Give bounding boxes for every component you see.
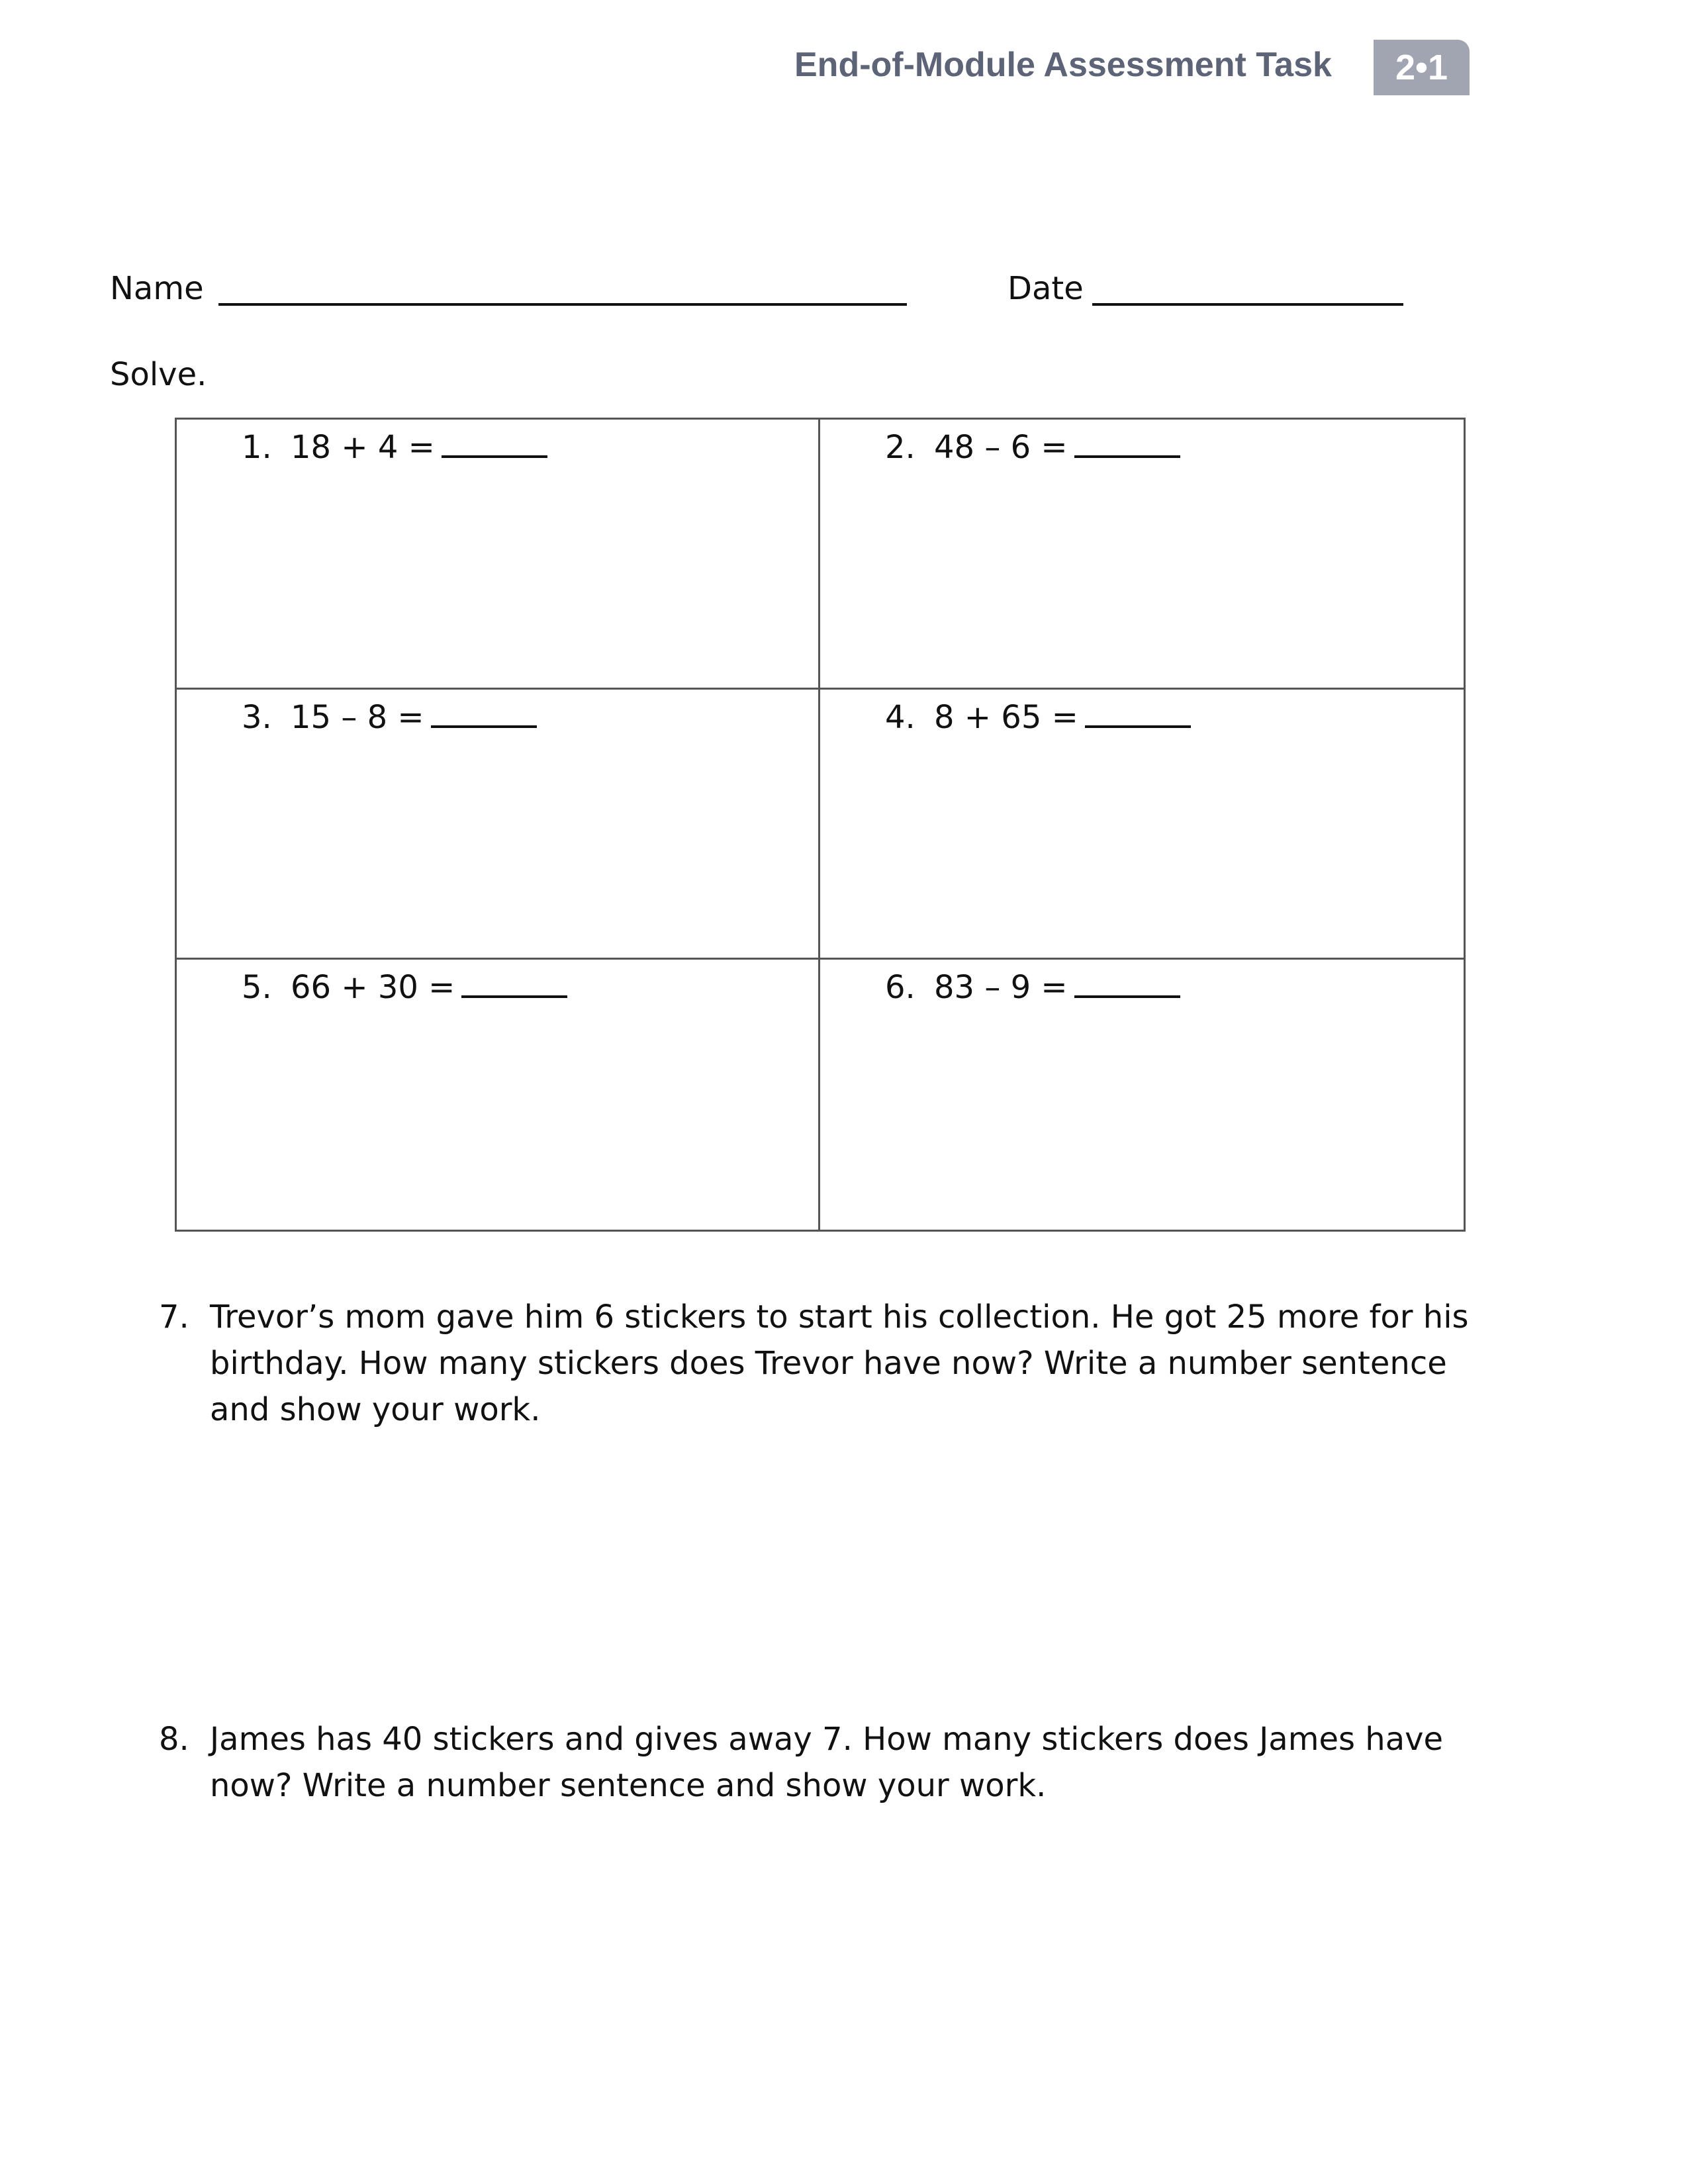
problem-1 [242, 428, 547, 466]
problem-3 [242, 698, 537, 736]
problem-number: 5. [242, 969, 272, 1006]
problem-expression: 66 + 30 = [291, 969, 455, 1006]
problem-cell-6[interactable] [820, 960, 1464, 1230]
answer-blank[interactable] [1074, 968, 1180, 998]
problem-6 [885, 968, 1180, 1006]
answer-blank[interactable] [461, 968, 567, 998]
problem-expression: 15 – 8 = [291, 699, 424, 736]
problem-5 [242, 968, 567, 1006]
problem-expression: 48 – 6 = [934, 429, 1068, 466]
problem-number: 2. [885, 429, 915, 466]
word-problem-8 [159, 1716, 1483, 1809]
word-problem-text: James has 40 stickers and gives away 7. How many stickers does James have now? Write a number sentence and show your work. [210, 1721, 1444, 1804]
date-field[interactable] [1092, 303, 1403, 306]
problem-cell-2[interactable] [820, 420, 1464, 690]
solve-instruction: Solve. [110, 356, 207, 393]
problem-cell-4[interactable] [820, 690, 1464, 960]
problem-grid [175, 418, 1466, 1232]
problem-number: 8. [159, 1721, 189, 1758]
word-problem-text: Trevor’s mom gave him 6 stickers to start his collection. He got 25 more for his birthday. How many stickers does Trevor have now? Write a number sentence and show your work. [210, 1298, 1469, 1428]
problem-number: 7. [159, 1298, 189, 1336]
name-field[interactable] [218, 303, 907, 306]
problem-number: 6. [885, 969, 915, 1006]
problem-expression: 18 + 4 = [291, 429, 435, 466]
page-header [781, 38, 1470, 98]
word-problem-7 [159, 1294, 1483, 1433]
name-label: Name [110, 270, 204, 307]
problem-expression: 83 – 9 = [934, 969, 1068, 1006]
problem-expression: 8 + 65 = [934, 699, 1078, 736]
problem-number: 4. [885, 699, 915, 736]
answer-blank[interactable] [1074, 428, 1180, 458]
answer-blank[interactable] [442, 428, 547, 458]
problem-4 [885, 698, 1191, 736]
module-badge: 2•1 [1374, 40, 1470, 95]
date-label: Date [1008, 270, 1084, 307]
assessment-title: End-of-Module Assessment Task [794, 46, 1332, 84]
problem-cell-5[interactable] [177, 960, 820, 1230]
problem-number: 3. [242, 699, 272, 736]
problem-2 [885, 428, 1180, 466]
problem-cell-1[interactable] [177, 420, 820, 690]
answer-blank[interactable] [431, 698, 537, 728]
problem-number: 1. [242, 429, 272, 466]
answer-blank[interactable] [1085, 698, 1191, 728]
problem-cell-3[interactable] [177, 690, 820, 960]
